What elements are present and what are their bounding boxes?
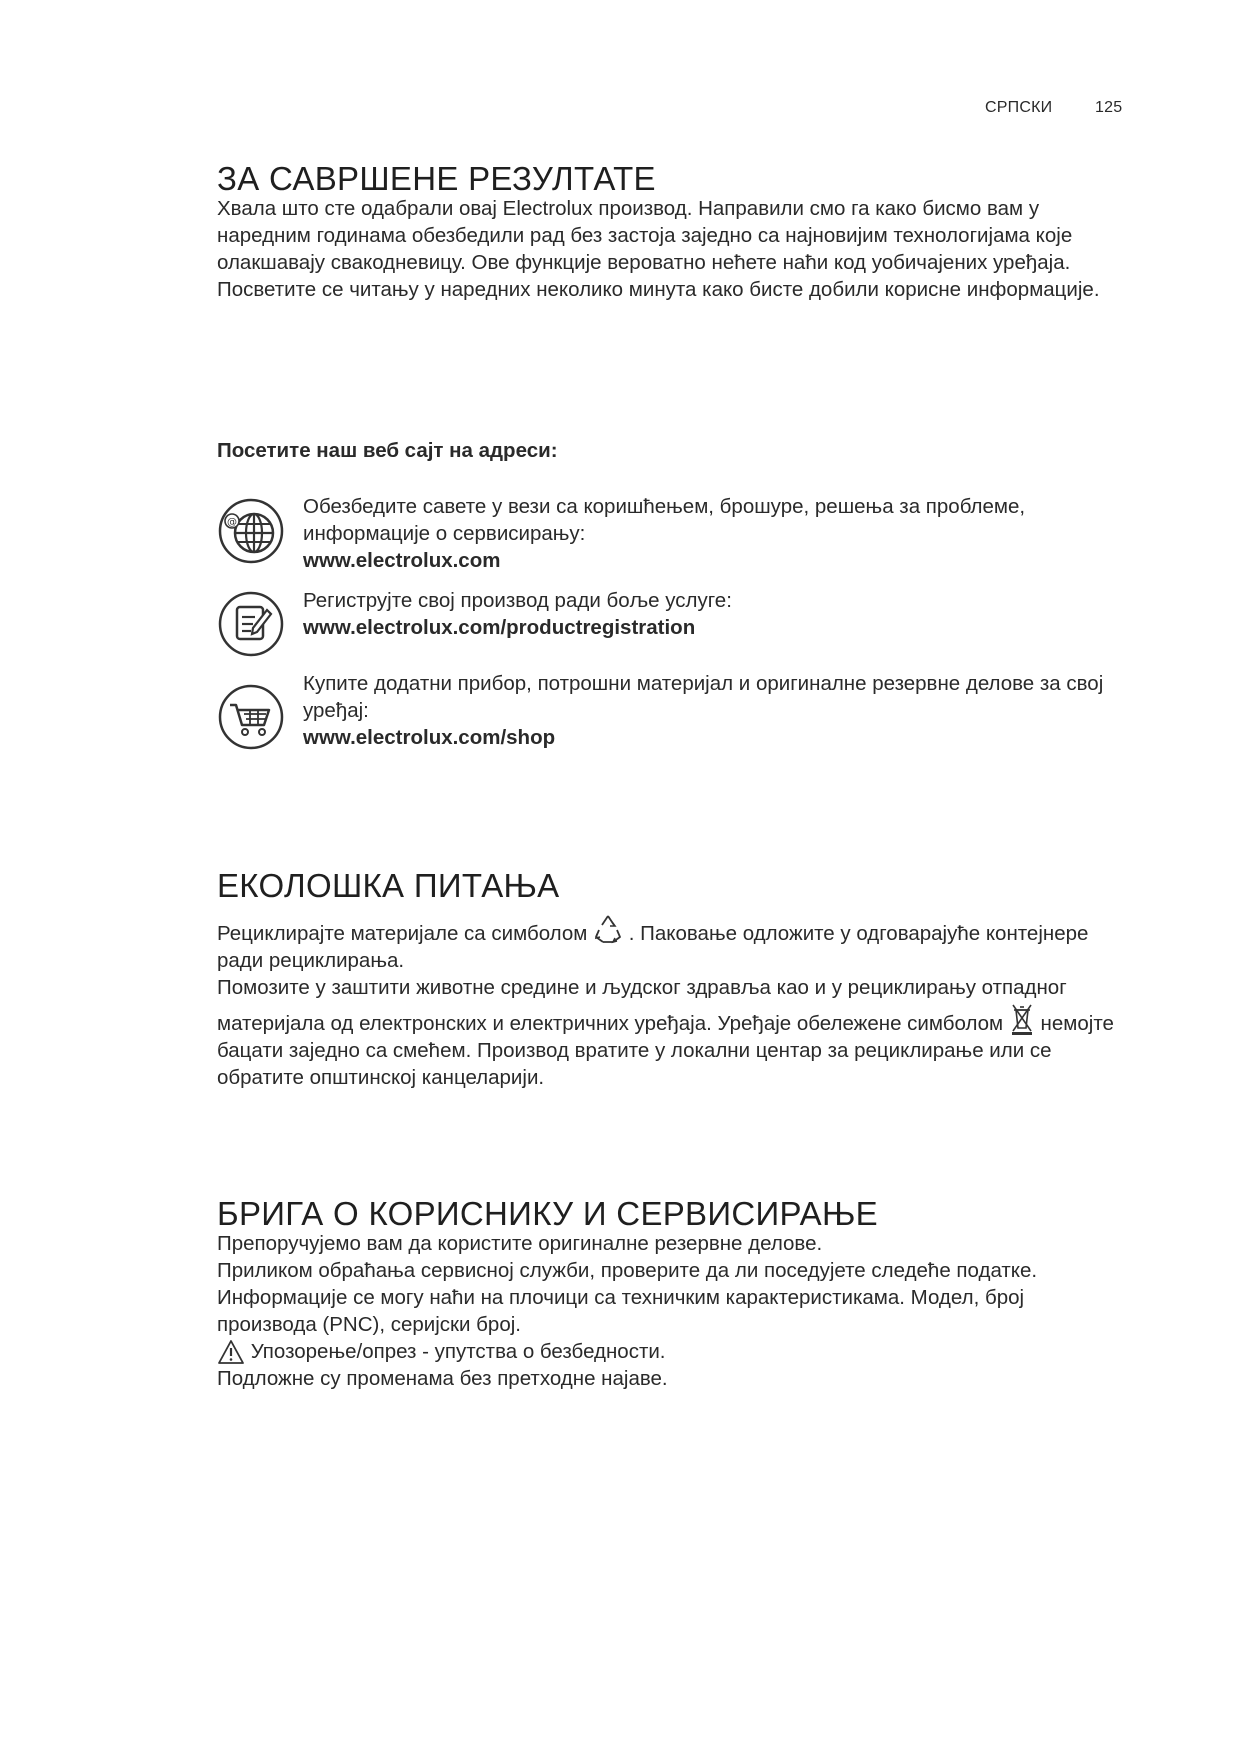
shop-link[interactable]: www.electrolux.com/shop [303,726,556,749]
section-title: ЗА САВРШЕНЕ РЕЗУЛТАТЕ [217,160,656,197]
language-label: СРПСКИ [985,99,1053,116]
globe-icon [217,497,285,565]
page-header [985,99,1123,117]
shop-text: Купите додатни прибор, потрошни материјал и оригиналне резервне делове за свој уређај: [303,672,1104,722]
weee-paragraph [217,974,1117,1091]
visit-website-section [217,437,1117,464]
weee-text-after: немојте бацати заједно са смећем. Производ вратите у локални центар за рециклирање или се обратите општинској канцеларији. [217,1012,1114,1089]
registration-icon [217,590,285,658]
section-title: БРИГА О КОРИСНИКУ И СЕРВИСИРАЊЕ [217,1195,878,1232]
weee-text-before: Помозите у заштити животне средине и људског здравља као и у рециклирању отпадног материјала од електронских и електричних уређаја. Уређаје обележене симболом [217,976,1067,1035]
section-title: ЕКОЛОШКА ПИТАЊА [217,867,560,904]
section-perfect-results [217,160,1117,303]
section-environment [217,867,1117,1091]
intro-paragraph: Хвала што сте одабрали овај Electrolux производ. Направили смо га како бисмо вам у наредним годинама обезбедили рад без застоја заједно са најновијим технологијама које олакшавају свакодневицу. Ове функције вероватно нећете наћи код уобичајених уређаја. Посветите се читању у наредних неколико минута како бисте добили корисне информације. [217,197,1100,301]
registration-text: Региструјте свој производ ради боље услуге: [303,589,732,612]
recycle-text-before: Рециклирајте материјале са симболом [217,922,588,945]
website-list [217,493,1117,773]
support-text: Обезбедите савете у вези са коришћењем, брошуре, решења за проблеме, информације о сервисирању: [303,495,1026,545]
crossed-bin-icon [1009,1001,1035,1037]
recycle-paragraph [217,913,1117,974]
care-line-2: Приликом обраћања сервисној служби, проверите да ли поседујете следеће податке. [217,1259,1038,1282]
care-last-line: Подложне су променама без претходне најаве. [217,1367,668,1390]
warning-icon [217,1339,245,1365]
care-line-3: Информације се могу наћи на плочици са техничким карактеристикама. Модел, број производа (PNC), серијски број. [217,1286,1025,1336]
care-line-1: Препоручујемо вам да користите оригиналне резервне делове. [217,1232,823,1255]
support-link[interactable]: www.electrolux.com [303,549,501,572]
svg-text:@: @ [227,517,237,528]
registration-link[interactable]: www.electrolux.com/productregistration [303,616,696,639]
visit-heading: Посетите наш веб сајт на адреси: [217,439,558,462]
warning-text: Упозорење/опрез - упутства о безбедности. [250,1340,666,1363]
recycle-text-after: . Паковање одложите у одговарајуће контејнере ради рециклирања. [217,922,1089,972]
warning-line [217,1338,1117,1365]
section-customer-care [217,1195,1117,1392]
page-number: 125 [1095,99,1123,116]
recycling-icon [593,913,623,947]
shopping-cart-icon [217,683,285,751]
